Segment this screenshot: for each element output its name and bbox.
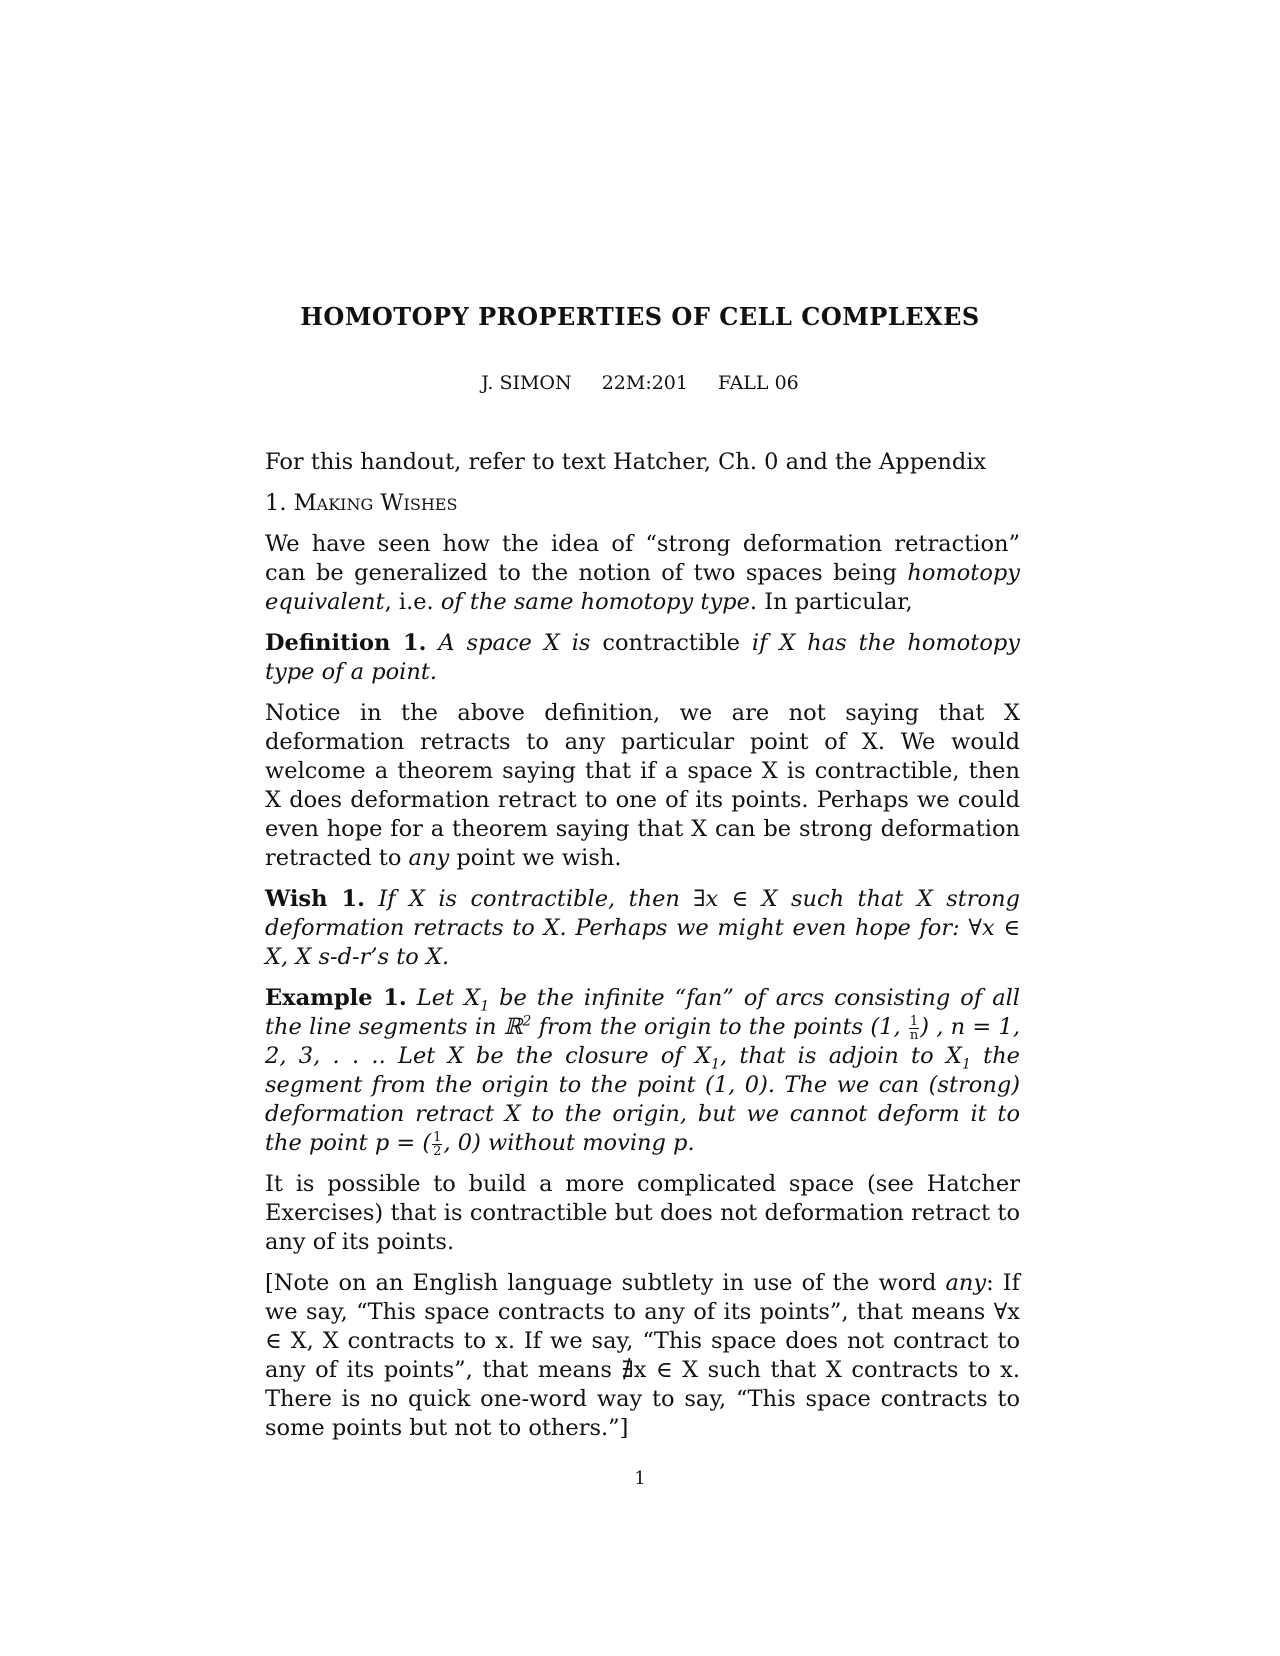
course-code: 22M:201 — [601, 372, 688, 394]
example-1: Example 1. Let $X_1$ be the infinite “fan” of arcs consisting of all the line segments in ℝ$^2$ from the origin to the points (1, $\frac{1}{n}$ ) , n = 1, 2, 3, . . .. Let X be the closure of $X_1$, that is adjoin to $X_1$ the segment from the origin to the point (1, 0). The we can (strong) deformation retract X to the origin, but we cannot deform it to the point p = ( $\frac{1}{2}$ , 0) without moving p. — [265, 985, 1021, 1159]
fraction-1-over-n: $\frac{1}{n}$ — [909, 1013, 919, 1043]
author-name: J. SIMON — [481, 372, 572, 394]
paper-body — [265, 448, 1020, 1455]
paper-title: HOMOTOPY PROPERTIES OF CELL COMPLEXES — [300, 302, 980, 331]
term: FALL 06 — [718, 372, 799, 394]
definition-1: Definition 1. A space X is contractible if X has the homotopy type of a point. — [265, 630, 1020, 685]
note-paragraph: [Note on an English language subtlety in use of the word any: If we say, “This space contracts to any of its points”, that means ∀x ∈ X, X contracts to x. If we say, “This space does not contract to any of its points”, that means ∄x ∈ X such that X contracts to x. There is no quick one-word way to say, “This space contracts to some points but not to others.”] — [265, 1270, 1020, 1441]
page-number: 1 — [634, 1468, 646, 1489]
wish-label: Wish 1. — [265, 886, 365, 912]
wish-1: Wish 1. If X is contractible, then ∃x ∈ X such that X strong deformation retracts to X. Perhaps we might even hope for: ∀x ∈ X, X s-d-r’s to X. — [265, 886, 1020, 970]
intro-paragraph: For this handout, refer to text Hatcher, Ch. 0 and the Appendix — [265, 449, 987, 475]
author-line — [0, 372, 1280, 394]
example-label: Example 1. — [265, 985, 407, 1011]
fraction-1-over-2: $\frac{1}{2}$ — [433, 1129, 442, 1159]
section-heading: 1. Making Wishes — [265, 490, 458, 516]
paragraph-3: It is possible to build a more complicated space (see Hatcher Exercises) that is contractible but does not deformation retract to any of its points. — [265, 1171, 1020, 1255]
definition-label: Definition 1. — [265, 630, 427, 656]
paragraph-2: Notice in the above definition, we are not saying that X deformation retracts to any particular point of X. We would welcome a theorem saying that if a space X is contractible, then X does deformation retract to one of its points. Perhaps we could even hope for a theorem saying that X can be strong deformation retracted to any point we wish. — [265, 700, 1020, 871]
paragraph-1: We have seen how the idea of “strong deformation retraction” can be generalized to the notion of two spaces being homotopy equivalent, i.e. of the same homotopy type. In particular, — [265, 531, 1020, 615]
